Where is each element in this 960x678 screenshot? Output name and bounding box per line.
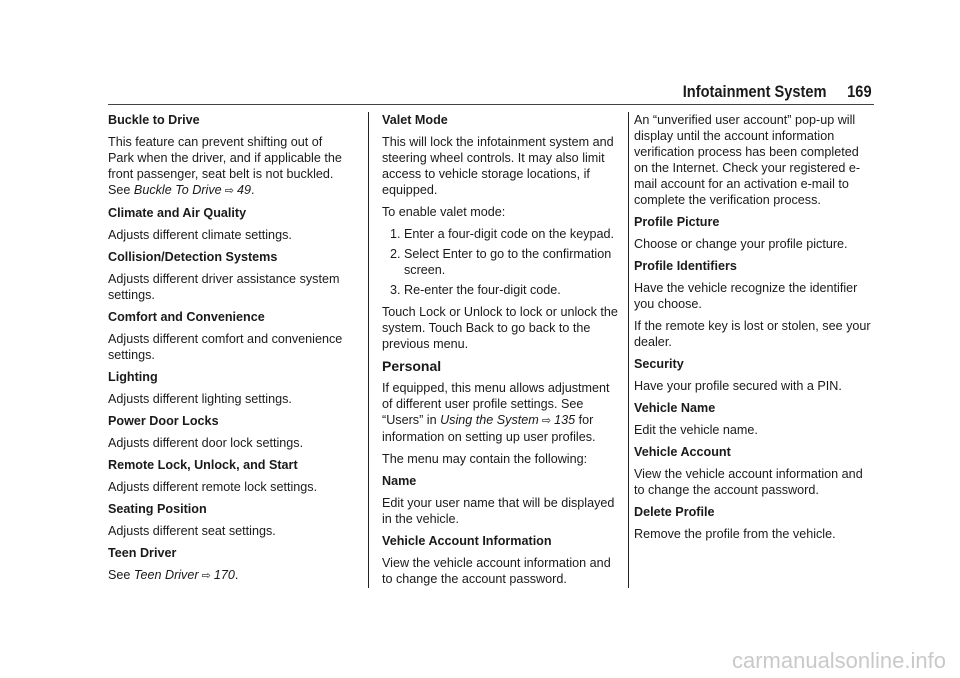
reference-page-number[interactable]: 49 [237, 183, 252, 197]
numbered-steps [382, 226, 622, 298]
text: The menu may contain the following: [382, 452, 588, 466]
paragraph [382, 380, 622, 445]
subheading [108, 457, 348, 473]
paragraph [382, 134, 622, 198]
text: Adjusts different seat settings. [108, 524, 276, 538]
page-number: 169 [847, 82, 872, 101]
paragraph [382, 304, 622, 352]
text: Edit your user name that will be displayed in the vehicle. [382, 496, 615, 526]
header-rule [108, 104, 874, 105]
paragraph [382, 495, 622, 527]
subheading [108, 413, 348, 429]
page-arrow-icon: ⇨ [538, 415, 555, 427]
watermark: carmanualsonline.info [731, 648, 946, 673]
text: If the remote key is lost or stolen, see your dealer. [634, 319, 871, 349]
subheading [108, 369, 348, 385]
paragraph [634, 280, 874, 312]
text: Adjusts different remote lock settings. [108, 480, 318, 494]
text: Delete Profile [634, 505, 715, 519]
text: Choose or change your profile picture. [634, 237, 848, 251]
column-divider [628, 112, 629, 588]
text: Teen Driver [108, 546, 177, 560]
paragraph [108, 523, 348, 539]
column-2 [382, 112, 622, 593]
text: View the vehicle account information and to change the account password. [382, 556, 611, 586]
text: Personal [382, 358, 442, 374]
text: If equipped, this menu allows adjustment of different user profile settings. See “Users” in [382, 381, 610, 427]
text: Remote Lock, Unlock, and Start [108, 458, 298, 472]
step-item: 1. Enter a four-digit code on the keypad. [404, 226, 622, 242]
text: Climate and Air Quality [108, 206, 247, 220]
text: . [251, 183, 255, 197]
text: Security [634, 357, 684, 371]
paragraph [634, 422, 874, 438]
paragraph [108, 134, 348, 199]
text: Valet Mode [382, 113, 448, 127]
subheading [108, 545, 348, 561]
column-divider [368, 112, 369, 588]
reference-page-number[interactable]: 135 [554, 413, 576, 427]
text: Adjusts different comfort and convenience settings. [108, 332, 343, 362]
text: Vehicle Account Information [382, 534, 552, 548]
subheading [382, 112, 622, 128]
cross-reference-link[interactable]: Using the System [440, 413, 539, 427]
paragraph [634, 236, 874, 252]
subheading [382, 473, 622, 489]
step-item: 2. Select Enter to go to the confirmation screen. [404, 246, 622, 278]
subheading [108, 501, 348, 517]
reference-page-number[interactable]: 170 [213, 568, 235, 582]
paragraph [108, 391, 348, 407]
subheading [634, 258, 874, 274]
paragraph [108, 227, 348, 243]
column-1 [108, 112, 348, 590]
cross-reference-link[interactable]: Buckle To Drive [133, 183, 222, 197]
paragraph [634, 318, 874, 350]
paragraph [108, 479, 348, 495]
text: View the vehicle account information and to change the account password. [634, 467, 863, 497]
text: Vehicle Name [634, 401, 716, 415]
paragraph [382, 451, 622, 467]
text: . [234, 568, 239, 582]
paragraph [634, 466, 874, 498]
text: Touch Lock or Unlock to lock or unlock the system. Touch Back to go back to the previous menu. [382, 305, 618, 351]
paragraph [382, 555, 622, 587]
text: Power Door Locks [108, 414, 219, 428]
text: Adjusts different door lock settings. [108, 436, 304, 450]
paragraph [108, 435, 348, 451]
text: This will lock the infotainment system and steering wheel controls. It may also limit access to vehicle storage locations, if equipped. [382, 135, 614, 197]
text: Vehicle Account [634, 445, 731, 459]
subheading [634, 504, 874, 520]
text: To enable valet mode: [382, 205, 506, 219]
subheading [634, 400, 874, 416]
page-arrow-icon: ⇨ [221, 185, 237, 197]
text: Adjusts different driver assistance system settings. [108, 272, 340, 302]
text: Seating Position [108, 502, 207, 516]
text: Comfort and Convenience [108, 310, 265, 324]
subheading [108, 112, 348, 128]
paragraph [108, 331, 348, 363]
text: An “unverified user account” pop-up will display until the account information verification process has been completed on the Internet. Check your registered e-mail account for an activation e-mail to complete the verification process. [634, 113, 861, 207]
text: Have your profile secured with a PIN. [634, 379, 842, 393]
text: Name [382, 474, 417, 488]
text: Profile Picture [634, 215, 720, 229]
subheading [108, 249, 348, 265]
text: Have the vehicle recognize the identifier you choose. [634, 281, 858, 311]
paragraph [634, 112, 874, 208]
subheading [634, 356, 874, 372]
column-3 [634, 112, 874, 548]
subheading [634, 214, 874, 230]
paragraph [108, 567, 348, 584]
subheading [382, 533, 622, 549]
paragraph [108, 271, 348, 303]
section-heading [382, 358, 622, 374]
text: See [108, 568, 134, 582]
text: Edit the vehicle name. [634, 423, 758, 437]
text: for information on setting up user profiles. [382, 413, 596, 444]
paragraph [382, 204, 622, 220]
text: Remove the profile from the vehicle. [634, 527, 836, 541]
subheading [108, 309, 348, 325]
text: This feature can prevent shifting out of Park when the driver, and if applicable the front passenger, seat belt is not buckled. See [108, 135, 342, 197]
text: Buckle to Drive [108, 113, 200, 127]
text: Collision/Detection Systems [108, 250, 278, 264]
text: Profile Identifiers [634, 259, 737, 273]
page-header [683, 82, 872, 102]
subheading [634, 444, 874, 460]
page-arrow-icon: ⇨ [198, 570, 214, 582]
step-item: 3. Re-enter the four-digit code. [404, 282, 622, 298]
text: Adjusts different lighting settings. [108, 392, 292, 406]
text: Lighting [108, 370, 158, 384]
section-title: Infotainment System [683, 82, 827, 101]
text: Adjusts different climate settings. [108, 228, 292, 242]
cross-reference-link[interactable]: Teen Driver [133, 568, 199, 582]
subheading [108, 205, 348, 221]
paragraph [634, 526, 874, 542]
paragraph [634, 378, 874, 394]
